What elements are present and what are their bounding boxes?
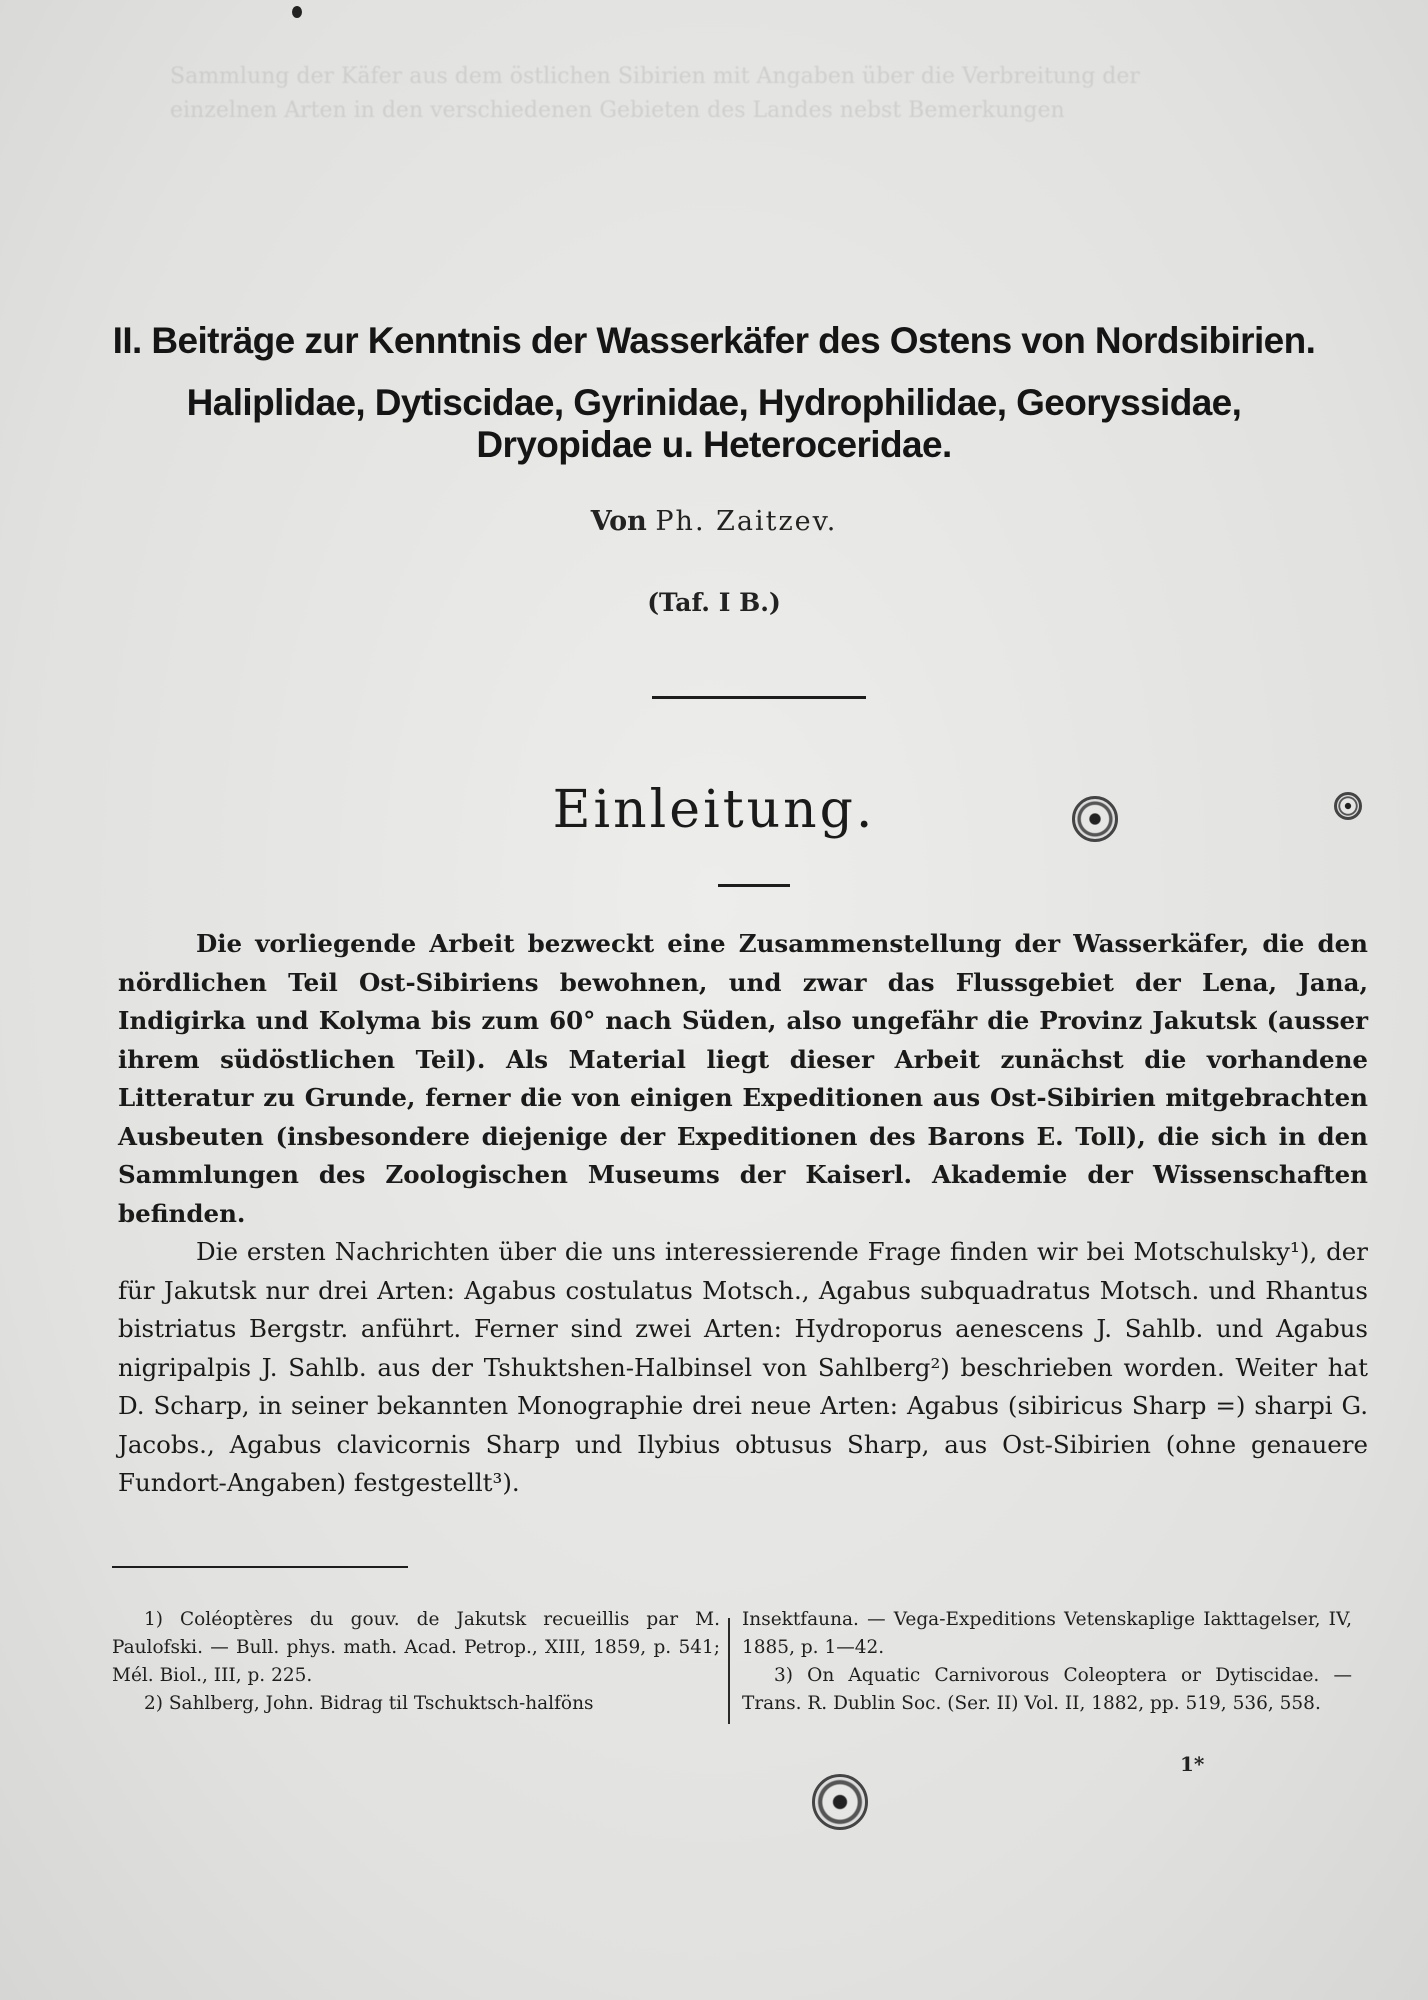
footnote-1: 1) Coléoptères du gouv. de Jakutsk recueillis par M. Paulofski. — Bull. phys. math. Acad. Petrop., XIII, 1859, p. 541; Mél. Biol., III, p. 225.	[112, 1609, 720, 1686]
author-line	[0, 506, 1428, 537]
punch-hole-mark	[1072, 796, 1118, 842]
footnote-2-continued: Insektfauna. — Vega-Expeditions Vetenskaplige Iakttagelser, IV, 1885, p. 1—42.	[742, 1609, 1352, 1658]
title-divider	[652, 696, 866, 699]
plate-reference: (Taf. I B.)	[647, 588, 781, 617]
bleed-through-text: Sammlung der Käfer aus dem östlichen Sibirien mit Angaben über die Verbreitung der einzelnen Arten in den verschiedenen Gebieten des Landes nebst Bemerkungen	[170, 64, 1140, 123]
article-title-line-2: Haliplidae, Dytiscidae, Gyrinidae, Hydrophilidae, Georyssidae, Dryopidae u. Heteroceridae.	[186, 382, 1242, 465]
footnote-divider	[112, 1566, 408, 1568]
section-heading: Einleitung.	[552, 780, 876, 840]
article-title-line-1: II. Beiträge zur Kenntnis der Wasserkäfer des Ostens von Nordsibirien.	[112, 320, 1316, 361]
footnote-2-start: 2) Sahlberg, John. Bidrag til Tschuktsch-halföns	[144, 1693, 594, 1714]
heading-divider	[718, 884, 790, 887]
punch-hole-mark-small	[1334, 792, 1362, 820]
footnotes-left-column	[112, 1606, 720, 1718]
footnotes-right-column	[742, 1606, 1352, 1718]
body-text	[118, 925, 1368, 1503]
footnote-3: 3) On Aquatic Carnivorous Coleoptera or Dytiscidae. — Trans. R. Dublin Soc. (Ser. II) Vol. II, 1882, pp. 519, 536, 558.	[742, 1665, 1352, 1714]
signature-mark: 1*	[1180, 1752, 1205, 1776]
footnote-column-separator	[728, 1618, 730, 1724]
punch-hole-mark-bottom	[812, 1774, 868, 1830]
author-prefix: Von	[590, 506, 647, 537]
paragraph-1: Die vorliegende Arbeit bezweckt eine Zusammenstellung der Wasserkäfer, die den nördlichen Teil Ost-Sibiriens bewohnen, und zwar das Flussgebiet der Lena, Jana, Indigirka und Kolyma bis zum 60° nach Süden, also ungefähr die Provinz Jakutsk (ausser ihrem südöstlichen Teil). Als Material liegt dieser Arbeit zunächst die vorhandene Litteratur zu Grunde, ferner die von einigen Expeditionen aus Ost-Sibirien mitgebrachten Ausbeuten (insbesondere diejenige der Expeditionen des Barons E. Toll), die sich in den Sammlungen des Zoologischen Museums der Kaiserl. Akademie der Wissenschaften befinden.	[118, 929, 1368, 1228]
author-name: Ph. Zaitzev.	[655, 506, 838, 537]
ink-speck	[292, 6, 302, 18]
paragraph-2: Die ersten Nachrichten über die uns interessierende Frage finden wir bei Motschulsky¹), der für Jakutsk nur drei Arten: Agabus costulatus Motsch., Agabus subquadratus Motsch. und Rhantus bistriatus Bergstr. anführt. Ferner sind zwei Arten: Hydroporus aenescens J. Sahlb. und Agabus nigripalpis J. Sahlb. aus der Tshuktshen-Halbinsel von Sahlberg²) beschrieben worden. Weiter hat D. Scharp, in seiner bekannten Monographie drei neue Arten: Agabus (sibiricus Sharp =) sharpi G. Jacobs., Agabus clavicornis Sharp und Ilybius obtusus Sharp, aus Ost-Sibirien (ohne genauere Fundort-Angaben) festgestellt³).	[118, 1237, 1368, 1497]
